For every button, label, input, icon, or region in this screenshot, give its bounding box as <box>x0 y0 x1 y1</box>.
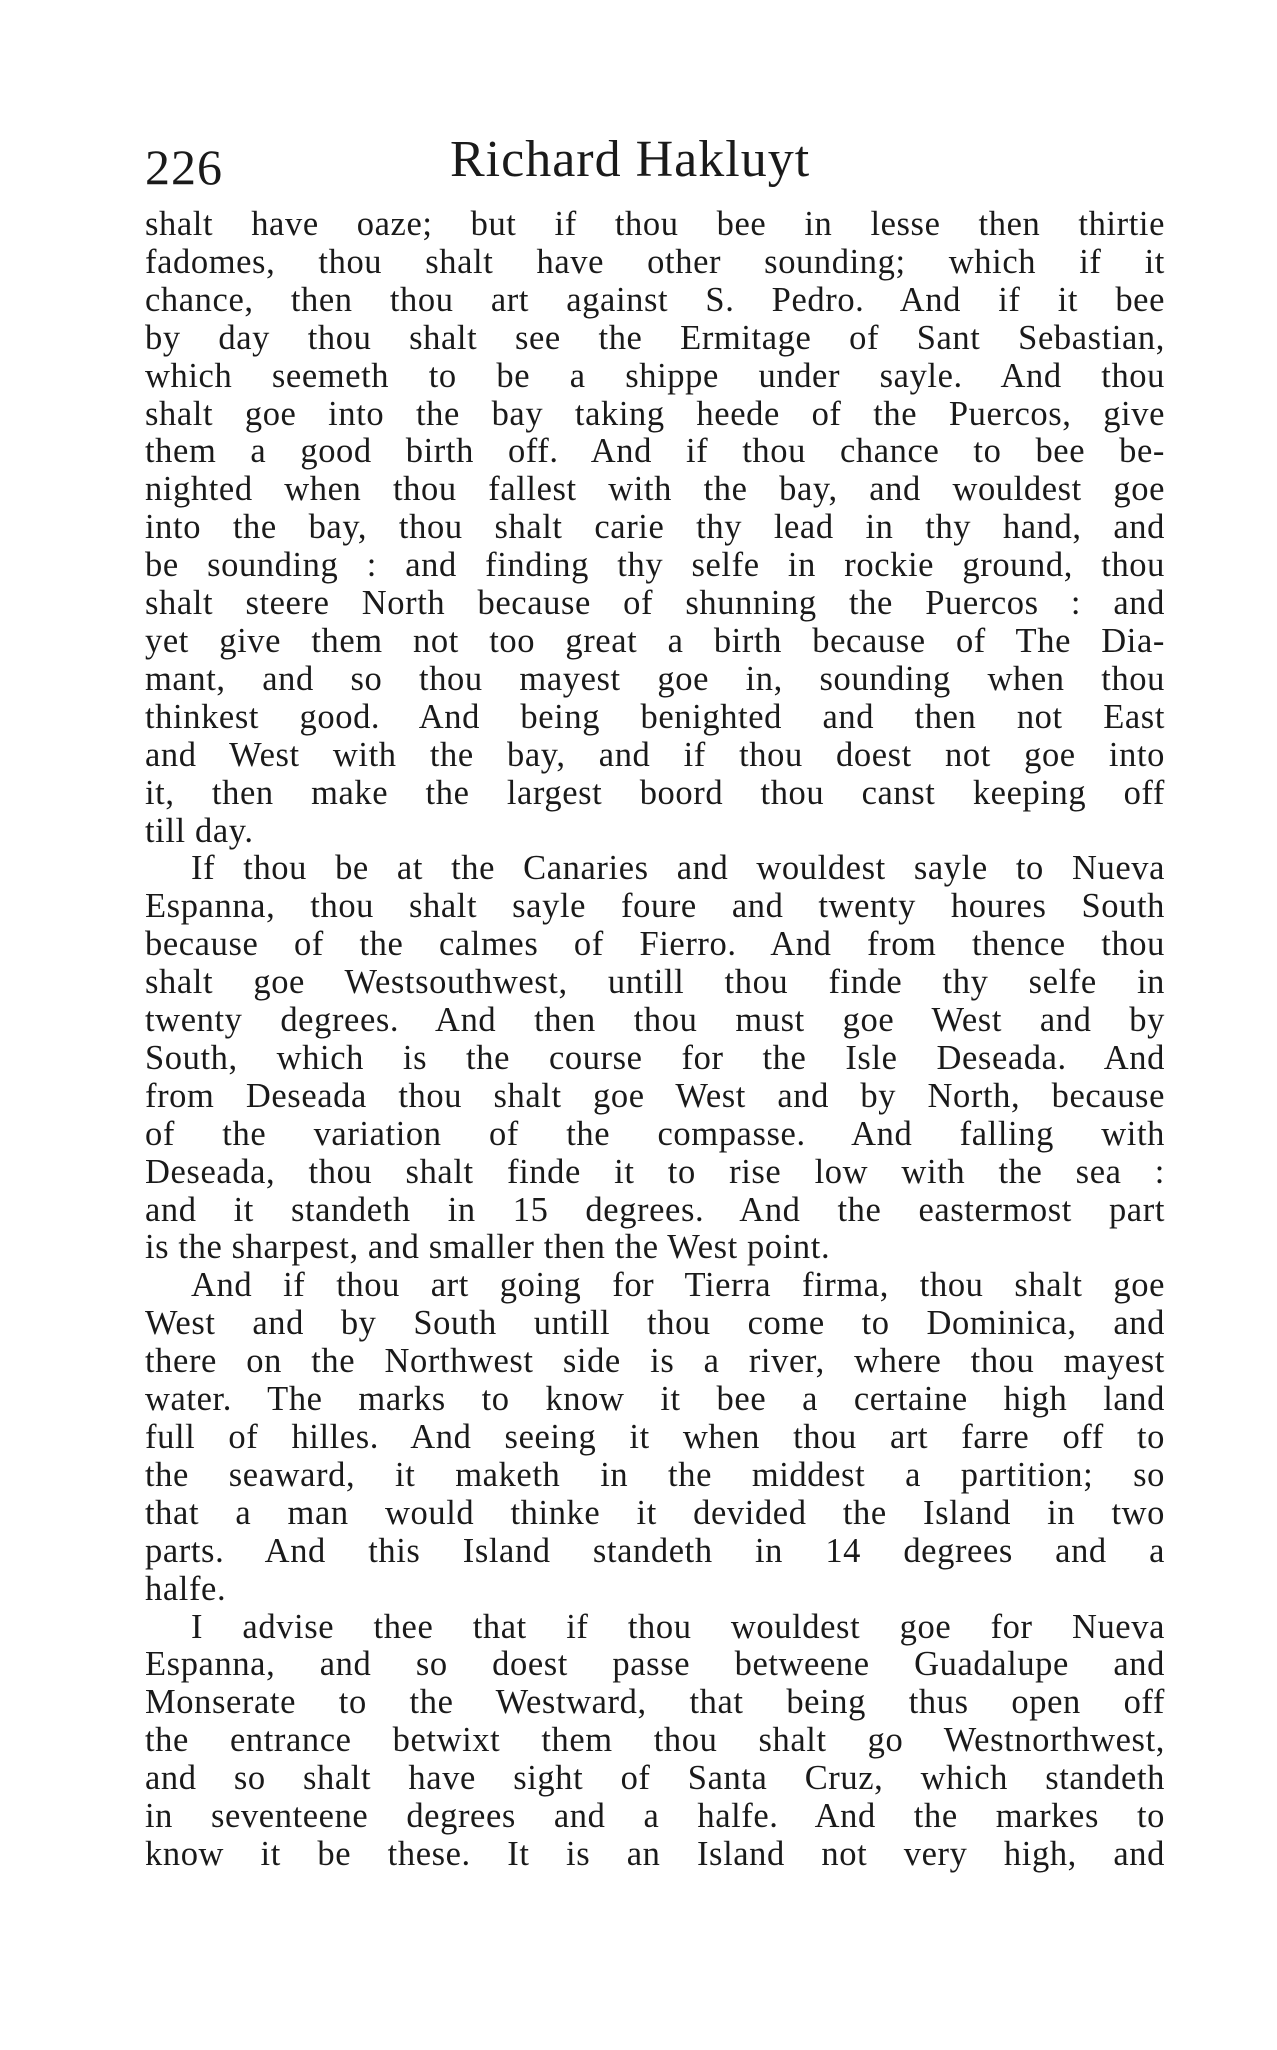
body-text <box>145 206 1165 1874</box>
text-line: and West with the bay, and if thou doest not goe into <box>145 735 1165 774</box>
text-line: fadomes, thou shalt have other sounding; which if it <box>145 242 1165 281</box>
text-line: from Deseada thou shalt goe West and by North, because <box>145 1076 1165 1115</box>
page-number: 226 <box>145 139 223 195</box>
text-line: If thou be at the Canaries and wouldest sayle to Nueva <box>191 849 1165 888</box>
text-line: because of the calmes of Fierro. And from thence thou <box>145 925 1165 964</box>
paragraph <box>145 850 1165 1267</box>
text-line: Espanna, thou shalt sayle foure and twenty houres South <box>145 887 1165 926</box>
text-line: the entrance betwixt them thou shalt go Westnorthwest, <box>145 1721 1165 1760</box>
text-line: is the sharpest, and smaller then the West point. <box>145 1228 831 1267</box>
text-line: and it standeth in 15 degrees. And the eastermost part <box>145 1190 1165 1229</box>
text-line: halfe. <box>145 1569 227 1608</box>
text-line: full of hilles. And seeing it when thou art farre off to <box>145 1418 1165 1456</box>
text-line: shalt have oaze; but if thou bee in lesse then thirtie <box>145 205 1165 243</box>
text-line: nighted when thou fallest with the bay, and wouldest goe <box>145 470 1165 509</box>
text-line: by day thou shalt see the Ermitage of Sant Sebastian, <box>145 318 1165 357</box>
paragraph <box>145 206 1165 850</box>
text-line: shalt goe Westsouthwest, untill thou finde thy selfe in <box>145 963 1165 1002</box>
book-page <box>145 130 1165 1874</box>
text-line: there on the Northwest side is a river, where thou mayest <box>145 1342 1165 1381</box>
running-head <box>145 130 1165 200</box>
text-line: South, which is the course for the Isle Deseada. And <box>145 1038 1165 1077</box>
text-line: which seemeth to be a shippe under sayle. And thou <box>145 356 1165 395</box>
running-title: Richard Hakluyt <box>450 131 811 188</box>
text-line: parts. And this Island standeth in 14 degrees and a <box>145 1531 1165 1570</box>
text-line: mant, and so thou mayest goe in, sounding when thou <box>145 659 1165 698</box>
text-line: them a good birth off. And if thou chance to bee be- <box>145 432 1165 471</box>
text-line: into the bay, thou shalt carie thy lead in thy hand, and <box>145 508 1165 547</box>
text-line: West and by South untill thou come to Dominica, and <box>145 1304 1165 1343</box>
text-line: know it be these. It is an Island not very high, and <box>145 1834 1165 1873</box>
text-line: Espanna, and so doest passe betweene Guadalupe and <box>145 1645 1165 1684</box>
text-line: Deseada, thou shalt finde it to rise low with the sea : <box>145 1152 1165 1191</box>
paragraph <box>145 1267 1165 1608</box>
text-line: it, then make the largest boord thou canst keeping off <box>145 773 1165 812</box>
text-line: I advise thee that if thou wouldest goe for Nueva <box>191 1607 1165 1646</box>
text-line: chance, then thou art against S. Pedro. And if it bee <box>145 280 1165 319</box>
text-line: shalt goe into the bay taking heede of the Puercos, give <box>145 394 1165 433</box>
text-line: shalt steere North because of shunning the Puercos : and <box>145 584 1165 623</box>
text-line: thinkest good. And being benighted and then not East <box>145 697 1165 736</box>
text-line: yet give them not too great a birth because of The Dia- <box>145 621 1165 660</box>
paragraph <box>145 1609 1165 1874</box>
text-line: be sounding : and finding thy selfe in rockie ground, thou <box>145 546 1165 585</box>
text-line: water. The marks to know it bee a certaine high land <box>145 1380 1165 1419</box>
text-line: till day. <box>145 811 254 850</box>
text-line: in seventeene degrees and a halfe. And the markes to <box>145 1797 1165 1836</box>
text-line: Monserate to the Westward, that being thus open off <box>145 1683 1165 1722</box>
text-line: And if thou art going for Tierra firma, thou shalt goe <box>191 1266 1165 1305</box>
text-line: of the variation of the compasse. And falling with <box>145 1114 1165 1153</box>
text-line: the seaward, it maketh in the middest a partition; so <box>145 1455 1165 1494</box>
text-line: that a man would thinke it devided the Island in two <box>145 1493 1165 1532</box>
text-line: and so shalt have sight of Santa Cruz, which standeth <box>145 1759 1165 1798</box>
text-line: twenty degrees. And then thou must goe West and by <box>145 1001 1165 1040</box>
